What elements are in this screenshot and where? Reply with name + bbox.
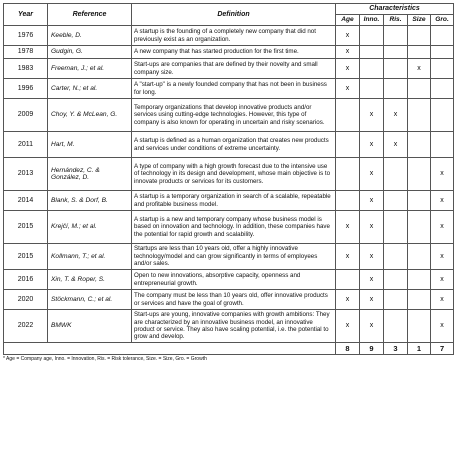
mark-risk [384,158,408,191]
mark-size [408,99,431,132]
mark-age: x [336,290,360,310]
row-reference: Xin, T. & Roper, S. [48,270,132,290]
mark-age: x [336,46,360,59]
row-definition: Startups are less than 10 years old, offer a highly innovative technology/model and can grow significantly in terms of employees and/or sales. [132,244,336,270]
mark-size [408,79,431,99]
row-reference: Krejčí, M.; et al. [48,211,132,244]
table-row [4,26,454,46]
mark-innovation: x [360,191,384,211]
row-year: 2015 [4,244,48,270]
table-row [4,132,454,158]
totals-spacer [4,343,336,355]
row-reference: Gudgin, G. [48,46,132,59]
row-definition: A type of company with a high growth forecast due to the intensive use of technology in its design and development, whose main objective is to innovate products or services for its customers. [132,158,336,191]
row-year: 2013 [4,158,48,191]
mark-innovation [360,26,384,46]
header-growth: Gro. [431,15,454,26]
mark-size [408,26,431,46]
header-characteristics: Characteristics [336,4,454,15]
definitions-table-container [3,3,453,362]
mark-growth [431,79,454,99]
mark-risk [384,79,408,99]
mark-innovation: x [360,211,384,244]
table-row [4,99,454,132]
row-definition: A new company that has started production for the first time. [132,46,336,59]
mark-age [336,158,360,191]
header-reference: Reference [48,4,132,26]
mark-age: x [336,244,360,270]
mark-age [336,270,360,290]
mark-growth: x [431,211,454,244]
mark-size: x [408,59,431,79]
mark-growth: x [431,191,454,211]
mark-risk: x [384,99,408,132]
total-age: 8 [336,343,360,355]
row-definition: Start-ups are young, innovative companies with growth ambitions: They are characterized by an innovative business model, an innovative product or service. They also have scaling potential, i.e. the potential to grow and develop. [132,310,336,343]
row-year: 2009 [4,99,48,132]
mark-risk [384,211,408,244]
table-body [4,26,454,343]
row-definition: Start-ups are companies that are defined by their novelty and small company size. [132,59,336,79]
table-row [4,310,454,343]
row-definition: A "start-up" is a newly founded company that has not been in business for long. [132,79,336,99]
total-growth: 7 [431,343,454,355]
mark-age [336,99,360,132]
mark-risk: x [384,132,408,158]
mark-size [408,191,431,211]
table-row [4,244,454,270]
row-reference: Carter, N.; et al. [48,79,132,99]
mark-age [336,132,360,158]
mark-growth [431,99,454,132]
row-reference: Kollmann, T.; et al. [48,244,132,270]
mark-age: x [336,79,360,99]
mark-risk [384,59,408,79]
mark-innovation [360,46,384,59]
mark-growth [431,132,454,158]
mark-growth [431,46,454,59]
row-year: 2020 [4,290,48,310]
row-reference: Hart, M. [48,132,132,158]
mark-size [408,290,431,310]
mark-size [408,310,431,343]
row-reference: Hernández, C. & González, D. [48,158,132,191]
mark-innovation: x [360,290,384,310]
table-row [4,59,454,79]
row-definition: A startup is defined as a human organization that creates new products and services under conditions of extreme uncertainty. [132,132,336,158]
mark-age: x [336,59,360,79]
row-year: 2011 [4,132,48,158]
mark-growth: x [431,244,454,270]
startup-definitions-table [3,3,454,355]
mark-risk [384,191,408,211]
mark-age [336,191,360,211]
header-year: Year [4,4,48,26]
row-definition: The company must be less than 10 years old, offer innovative products or services and have the goal of growth. [132,290,336,310]
row-year: 1978 [4,46,48,59]
row-year: 2015 [4,211,48,244]
row-reference: Choy, Y. & McLean, G. [48,99,132,132]
row-year: 1996 [4,79,48,99]
mark-innovation: x [360,132,384,158]
row-year: 2014 [4,191,48,211]
mark-risk [384,310,408,343]
mark-risk [384,270,408,290]
header-age: Age [336,15,360,26]
row-year: 1976 [4,26,48,46]
table-row [4,79,454,99]
table-row [4,290,454,310]
mark-growth: x [431,270,454,290]
mark-innovation [360,59,384,79]
mark-growth [431,59,454,79]
row-reference: Stöckmann, C.; et al. [48,290,132,310]
total-size: 1 [408,343,431,355]
mark-size [408,158,431,191]
mark-size [408,211,431,244]
row-definition: A startup is the founding of a completely new company that did not previously exist as an organization. [132,26,336,46]
header-size: Size [408,15,431,26]
mark-age: x [336,211,360,244]
row-definition: A startup is a temporary organization in search of a scalable, repeatable and profitable business model. [132,191,336,211]
footnote: * Age = Company age, Inno. = Innovation, Ris. = Risk tolerance, Size. = Size, Gro. = Growth [3,356,207,362]
mark-innovation: x [360,310,384,343]
header-definition: Definition [132,4,336,26]
mark-growth: x [431,290,454,310]
table-row [4,211,454,244]
row-definition: Temporary organizations that develop innovative products and/or services using cutting-edge technologies. However, this type of company is also known for operating in uncertain and risky scenarios. [132,99,336,132]
row-year: 2016 [4,270,48,290]
mark-risk [384,26,408,46]
row-reference: BMWK [48,310,132,343]
table-row [4,158,454,191]
total-risk: 3 [384,343,408,355]
mark-innovation: x [360,244,384,270]
row-definition: Open to new innovations, absorptive capacity, openness and entrepreneurial growth. [132,270,336,290]
totals-row [4,343,454,355]
row-reference: Blank, S. & Dorf, B. [48,191,132,211]
mark-size [408,270,431,290]
table-row [4,270,454,290]
row-reference: Keeble, D. [48,26,132,46]
total-innovation: 9 [360,343,384,355]
mark-innovation: x [360,158,384,191]
row-reference: Freeman, J.; et al. [48,59,132,79]
mark-innovation: x [360,99,384,132]
header-risk: Ris. [384,15,408,26]
table-row [4,191,454,211]
mark-growth: x [431,310,454,343]
row-definition: A startup is a new and temporary company whose business model is based on innovation and technology. In addition, these companies have the potential for rapid growth and scalability. [132,211,336,244]
mark-size [408,132,431,158]
mark-risk [384,290,408,310]
row-year: 1983 [4,59,48,79]
table-row [4,46,454,59]
mark-size [408,46,431,59]
mark-innovation [360,79,384,99]
mark-innovation: x [360,270,384,290]
mark-size [408,244,431,270]
header-row [4,4,454,15]
mark-growth [431,26,454,46]
mark-risk [384,46,408,59]
mark-growth: x [431,158,454,191]
header-innovation: Inno. [360,15,384,26]
mark-age: x [336,310,360,343]
mark-risk [384,244,408,270]
mark-age: x [336,26,360,46]
row-year: 2022 [4,310,48,343]
